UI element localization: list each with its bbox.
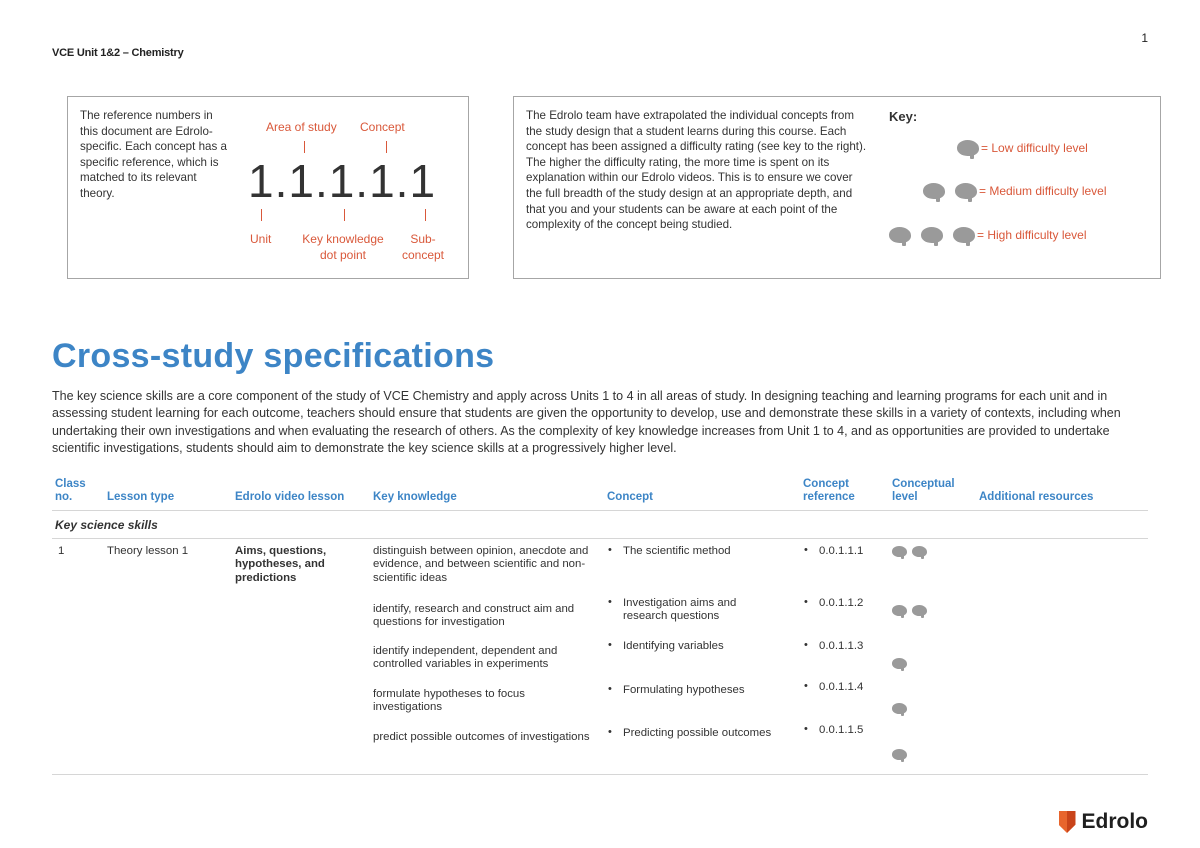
header-class-no-line2: no. [55,491,73,503]
area-of-study-label: Area of study [266,120,337,134]
edrolo-logo [1059,810,1149,834]
unit-marker [261,209,262,221]
brain-icon [923,183,945,199]
concept-5: • Predicting possible outcomes [607,727,797,740]
brain-icon [912,605,927,616]
key-low [957,140,1088,156]
section-intro: The key science skills are a core component of the study of VCE Chemistry and apply across Units 1 to 4 in all areas of study. In designing teaching and learning programs for each unit and in assessing student learning for each outcome, teachers should ensure that students are given the opportunity to develop, use and demonstrate these skills in a variety of contexts, including when undertaking their own investigations and when evaluating the research of others. As the complexity of key knowledge increases from Unit 1 to 4, and as opportunities are provided to undertake scientific investigations, students should aim to demonstrate the key science skills at a progressively higher level. [52,389,1121,455]
header-concept: Concept [607,491,653,503]
area-of-study-marker [304,141,305,153]
key-knowledge-3: identify independent, dependent and controlled variables in experiments [373,645,558,671]
header-key-knowledge: Key knowledge [373,491,457,503]
concept-reference-4: • 0.0.1.1.4 [803,681,863,694]
class-number: 1 [58,545,65,557]
key-knowledge-1: distinguish between opinion, anecdote and evidence, and between scientific and non-scientific ideas [373,545,589,584]
brain-icon [892,749,907,760]
brain-icon [912,546,927,557]
sub-concept-label [400,232,446,262]
key-knowledge-label [299,232,387,262]
key-medium-text: = Medium difficulty level [979,184,1107,198]
concept-2: • Investigation aims and research questions [607,597,777,624]
brain-icon [921,227,943,243]
reference-description: The reference numbers in this document are Edrolo-specific. Each concept has a specific reference, which is matched to its relevant theory. [80,109,227,200]
group-divider [52,538,1148,539]
key-title: Key: [889,109,918,124]
header-conceptual-level-line1: Conceptual [892,478,955,490]
brain-icon [892,605,907,616]
header-class-no-line1: Class [55,478,86,490]
concept-3: • Identifying variables [607,640,792,653]
key-knowledge-marker [344,209,345,221]
key-knowledge-4: formulate hypotheses to focus investigations [373,688,525,714]
brain-icon [892,658,907,669]
key-high [889,227,1087,243]
conceptual-level-2 [892,605,927,616]
conceptual-level-3 [892,658,907,669]
concept-reference-1: • 0.0.1.1.1 [803,545,863,558]
concept-reference-5: • 0.0.1.1.5 [803,724,863,737]
logo-text: Edrolo [1081,810,1148,833]
group-label: Key science skills [55,518,158,532]
table-header-divider [52,510,1148,511]
conceptual-level-4 [892,703,907,714]
lesson-type: Theory lesson 1 [107,545,189,557]
brain-icon [892,546,907,557]
document-header: VCE Unit 1&2 – Chemistry [52,47,184,59]
key-high-text: = High difficulty level [977,228,1087,242]
section-title: Cross-study specifications [52,337,495,375]
brain-icon [957,140,979,156]
header-video-lesson: Edrolo video lesson [235,491,345,503]
brain-icon [892,703,907,714]
concept-reference-2: • 0.0.1.1.2 [803,597,863,610]
header-lesson-type: Lesson type [107,491,175,503]
sub-concept-label-line1: Sub- [410,232,436,246]
difficulty-description: The Edrolo team have extrapolated the individual concepts from the study design that a student learns during this course. Each concept has been assigned a difficulty rating (see key to the right). The higher the difficulty rating, the more time is spent on its explanation within our Edrolo videos. This is to ensure we cover the full breadth of the study design at an appropriate depth, and that you and your students can be aware at each point of the complexity of the concept being studied. [526,109,867,232]
concept-marker [386,141,387,153]
concept-reference-3: • 0.0.1.1.3 [803,640,863,653]
conceptual-level-1 [892,546,927,557]
concept-4: • Formulating hypotheses [607,684,792,697]
header-conceptual-level [892,478,955,504]
header-concept-reference [803,478,855,504]
conceptual-level-5 [892,749,907,760]
header-concept-reference-line2: reference [803,491,855,503]
header-conceptual-level-line2: level [892,491,918,503]
unit-label: Unit [250,232,272,246]
page-number: 1 [1141,31,1148,45]
header-class-no [55,478,86,504]
header-concept-reference-line1: Concept [803,478,849,490]
brain-icon [953,227,975,243]
key-knowledge-label-line1: Key knowledge [302,232,384,246]
edrolo-shield-icon [1059,811,1076,833]
reference-explanation-box [67,96,469,279]
sub-concept-label-line2: concept [401,248,445,262]
difficulty-key-box [513,96,1161,279]
key-knowledge-label-line2: dot point [319,248,367,262]
brain-icon [889,227,911,243]
header-additional-resources: Additional resources [979,491,1094,503]
key-medium [923,183,1107,199]
key-knowledge-5: predict possible outcomes of investigations [373,731,590,743]
concept-1: • The scientific method [607,545,792,558]
key-low-text: = Low difficulty level [981,141,1088,155]
concept-label: Concept [360,120,405,134]
video-lesson-title: Aims, questions, hypotheses, and predictions [235,545,327,584]
brain-icon [955,183,977,199]
table-bottom-divider [52,774,1148,775]
key-knowledge-2: identify, research and construct aim and questions for investigation [373,603,575,629]
sub-concept-marker [425,209,426,221]
reference-number-example: 1.1.1.1.1 [248,155,437,207]
